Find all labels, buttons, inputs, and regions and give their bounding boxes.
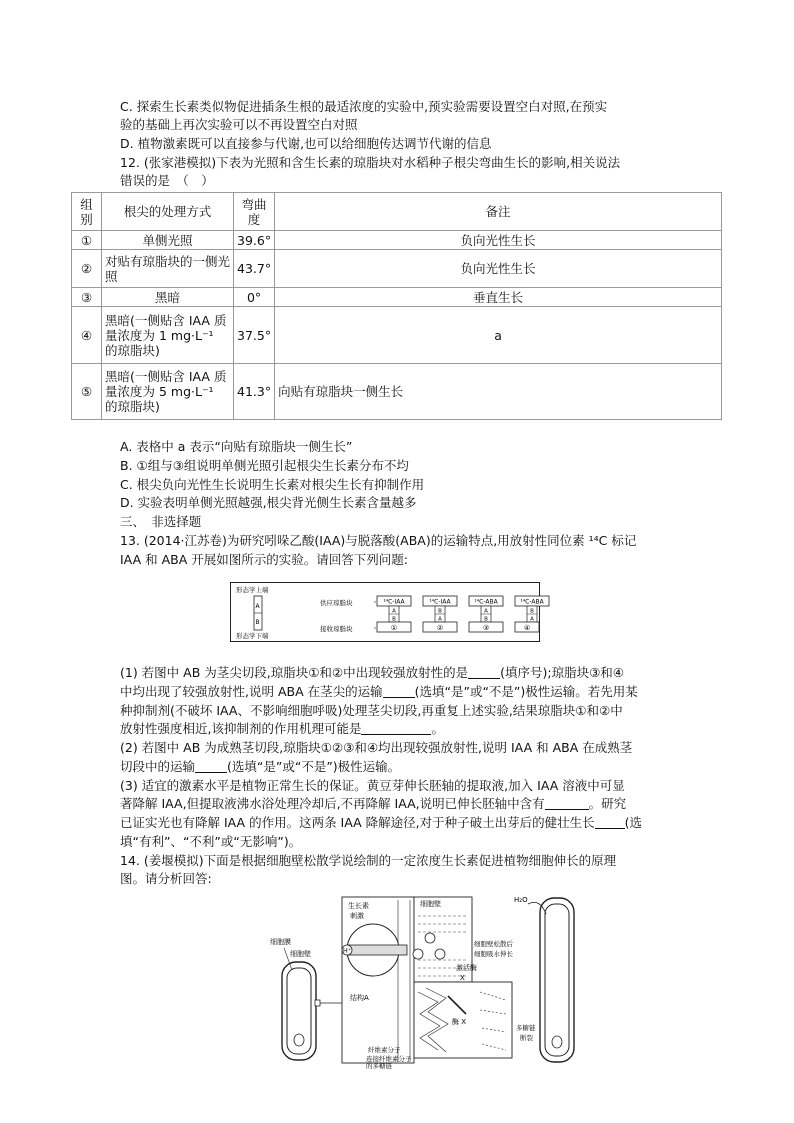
question-12-line1: 12. (张家港模拟)下表为光照和含生长素的琼脂块对水稻种子根尖弯曲生长的影响,相关说法 <box>120 155 621 170</box>
text-segment: (填序号);琼脂块③和④ <box>500 665 625 680</box>
option-c-line2: 验的基础上再次实验可以不再设置空白对照 <box>120 117 358 132</box>
loosen-label: 细胞壁松散后 <box>474 940 513 948</box>
apical-end-label: 形态学上端 <box>236 586 269 594</box>
q12-option-a: A. 表格中 a 表示“向贴有琼脂块一侧生长” <box>120 439 353 454</box>
q13-part3-line3 <box>120 814 642 832</box>
q13-part1-line3: 种抑制剂(不破坏 IAA、不影响细胞呼吸)处理茎尖切段,再重复上述实验,结果琼脂块①和②中 <box>120 703 623 718</box>
segment-b-label: B <box>255 619 260 626</box>
cell-note: 负向光性生长 <box>275 250 722 288</box>
receiver-label: ③ <box>482 624 490 632</box>
enzyme-x-label: 酶 X <box>452 1018 467 1026</box>
break-label: 多糖链 <box>516 1024 536 1032</box>
results-table <box>71 192 722 420</box>
receiver-label: ④ <box>523 624 531 632</box>
q12-option-c: C. 根尖负向光性生长说明生长素对根尖生长有抑制作用 <box>120 477 425 492</box>
cell-note: a <box>275 307 722 364</box>
segment-top: B <box>438 608 442 615</box>
cell-wall-loosening-figure <box>270 892 580 1068</box>
receiving-block-label: 接收琼脂块 <box>320 625 353 633</box>
setup-4 <box>515 596 549 632</box>
cell-treatment: 单侧光照 <box>102 231 234 250</box>
q13-part1-line1 <box>120 664 624 682</box>
question-14-line2: 图。请分析回答: <box>120 871 212 886</box>
answer-blank[interactable] <box>468 665 500 679</box>
header-treatment: 根尖的处理方式 <box>102 193 234 231</box>
text-segment: 。 <box>431 721 444 736</box>
q13-part2-line1: (2) 若图中 AB 为成熟茎切段,琼脂块①②③和④均出现较强放射性,说明 IAA 和 ABA 在成熟茎 <box>120 740 633 755</box>
auxin-label: 生长素 <box>348 902 369 910</box>
q13-part2-line2 <box>120 758 400 776</box>
cell-treatment: 黑暗 <box>102 288 234 307</box>
h-ion-label: H⁺ <box>342 946 352 955</box>
cellulose-label: 的多糖链 <box>366 1062 392 1070</box>
table-row <box>72 231 722 250</box>
text-segment: (选 <box>624 815 643 830</box>
cell-angle: 43.7° <box>234 250 275 288</box>
cell-membrane-label: 细胞膜 <box>270 938 291 946</box>
answer-blank[interactable] <box>195 759 227 773</box>
question-13-line1: 13. (2014·江苏卷)为研究吲哚乙酸(IAA)与脱落酸(ABA)的运输特点,用放射性同位素 ¹⁴C 标记 <box>120 533 637 548</box>
text-segment: 已证实光也有降解 IAA 的作用。这两条 IAA 降解途径,对于种子破土出芽后的健壮生长 <box>120 815 595 830</box>
activate-enzyme-label: 激活酶 <box>456 964 477 972</box>
option-c-line1: C. 探索生长素类似物促进插条生根的最适浓度的实验中,预实验需要设置空白对照,在预实 <box>120 99 608 114</box>
cellulose-label: 纤维素分子 <box>368 1046 401 1054</box>
membrane-panel <box>342 897 414 1063</box>
header-note: 备注 <box>275 193 722 231</box>
loosen-label: 细胞吸水伸长 <box>474 950 513 958</box>
segment-top: A <box>484 608 488 615</box>
text-segment: 。研究 <box>588 796 627 811</box>
q13-part1-line2 <box>120 683 638 701</box>
q13-part3-line4: 填“有利”、“不利”或“无影响”)。 <box>120 834 302 849</box>
table-row <box>72 307 722 364</box>
question-13-line2: IAA 和 ABA 开展如图所示的实验。请回答下列问题: <box>120 552 408 567</box>
q12-option-b: B. ①组与③组说明单侧光照引起根尖生长素分布不均 <box>120 458 409 473</box>
supply-block-text: ¹⁴C-ABA <box>474 598 498 606</box>
break-label: 断裂 <box>520 1034 533 1042</box>
transport-experiment-figure <box>230 582 544 642</box>
answer-blank[interactable] <box>545 796 589 810</box>
cell-treatment: 黑暗(一侧贴含 IAA 质量浓度为 5 mg·L⁻¹ 的琼脂块) <box>102 364 234 420</box>
text-segment: 著降解 IAA,但提取液沸水浴处理冷却后,不再降解 IAA,说明已伸长胚轴中含有 <box>120 796 545 811</box>
segment-a-label: A <box>255 603 260 610</box>
cell-treatment: 对贴有琼脂块的一侧光照 <box>102 250 234 288</box>
header-angle: 弯曲度 <box>234 193 275 231</box>
fiber-panel <box>414 982 512 1058</box>
setup-3 <box>469 596 503 632</box>
section-heading: 三、 非选择题 <box>120 514 202 529</box>
segment-top: B <box>530 608 534 615</box>
cell-angle: 37.5° <box>234 307 275 364</box>
cell-note: 向贴有琼脂块一侧生长 <box>275 364 722 420</box>
water-label: H₂O <box>514 896 528 904</box>
text-segment: 中均出现了较强放射性,说明 ABA 在茎尖的运输 <box>120 684 383 699</box>
text-segment: (选填“是”或“不是”)极性运输。 <box>227 759 401 774</box>
text-segment: 切段中的运输 <box>120 759 196 774</box>
basal-end-label: 形态学下端 <box>236 632 269 640</box>
segment-bottom: A <box>530 616 534 623</box>
cell-angle: 39.6° <box>234 231 275 250</box>
small-cell <box>282 962 342 1060</box>
cell-wall-label: 细胞壁 <box>290 950 311 958</box>
q12-option-d: D. 实验表明单侧光照越强,根尖背光侧生长素含量越多 <box>120 495 417 510</box>
enzyme-x-mark: X <box>460 974 465 982</box>
supply-block-text: ¹⁴C-ABA <box>520 598 544 606</box>
answer-blank[interactable] <box>383 684 415 698</box>
cell-group: ③ <box>72 288 102 307</box>
supply-block-text: ¹⁴C-IAA <box>429 598 451 606</box>
question-14-line1: 14. (姜堰模拟)下面是根据细胞壁松散学说绘制的一定浓度生长素促进植物细胞伸长的原理 <box>120 853 617 868</box>
setup-1 <box>377 596 411 632</box>
cell-note: 垂直生长 <box>275 288 722 307</box>
segment-bottom: A <box>438 616 442 623</box>
cell-group: ④ <box>72 307 102 364</box>
cell-group: ⑤ <box>72 364 102 420</box>
cellulose-label: 连接纤维素分子 <box>366 1055 412 1063</box>
table-header-row <box>72 193 722 231</box>
table-row <box>72 288 722 307</box>
segment-bottom: B <box>484 616 488 623</box>
segment-top: A <box>392 608 396 615</box>
cell-treatment: 黑暗(一侧贴含 IAA 质量浓度为 1 mg·L⁻¹ 的琼脂块) <box>102 307 234 364</box>
text-segment: 放射性强度相近,该抑制剂的作用机理可能是 <box>120 721 362 736</box>
setup-2 <box>423 596 457 632</box>
answer-blank[interactable] <box>595 815 625 829</box>
cell-note: 负向光性生长 <box>275 231 722 250</box>
supply-block-text: ¹⁴C-IAA <box>383 598 405 606</box>
text-segment: (1) 若图中 AB 为茎尖切段,琼脂块①和②中出现较强放射性的是 <box>120 665 469 680</box>
table-row <box>72 364 722 420</box>
structure-a-label: 结构A <box>350 994 369 1002</box>
segment-bottom: B <box>392 616 396 623</box>
cell-group: ② <box>72 250 102 288</box>
table-row <box>72 250 722 288</box>
elongated-cell <box>528 898 574 1062</box>
header-group: 组别 <box>72 193 102 231</box>
receiver-label: ② <box>436 624 444 632</box>
receiver-label: ① <box>390 624 398 632</box>
option-d: D. 植物激素既可以直接参与代谢,也可以给细胞传达调节代谢的信息 <box>120 136 492 151</box>
structure-a <box>347 945 407 955</box>
cell-wall-top-label: 细胞壁 <box>420 900 441 908</box>
q13-part3-line1: (3) 适宜的激素水平是植物正常生长的保证。黄豆芽伸长胚轴的提取液,加入 IAA 溶液中可显 <box>120 778 625 793</box>
cell-group: ① <box>72 231 102 250</box>
q13-part1-line4 <box>120 720 444 738</box>
answer-blank[interactable] <box>361 721 431 735</box>
question-12-line2: 错误的是 （ ） <box>120 173 214 188</box>
q13-part3-line2 <box>120 795 626 813</box>
stimulus-label: 刺激 <box>350 912 364 920</box>
cell-wall-panel <box>413 897 477 982</box>
cell-angle: 41.3° <box>234 364 275 420</box>
supply-block-label: 供应琼脂块 <box>320 599 353 607</box>
text-segment: (选填“是”或“不是”)极性运输。若先用某 <box>414 684 638 699</box>
cell-angle: 0° <box>234 288 275 307</box>
